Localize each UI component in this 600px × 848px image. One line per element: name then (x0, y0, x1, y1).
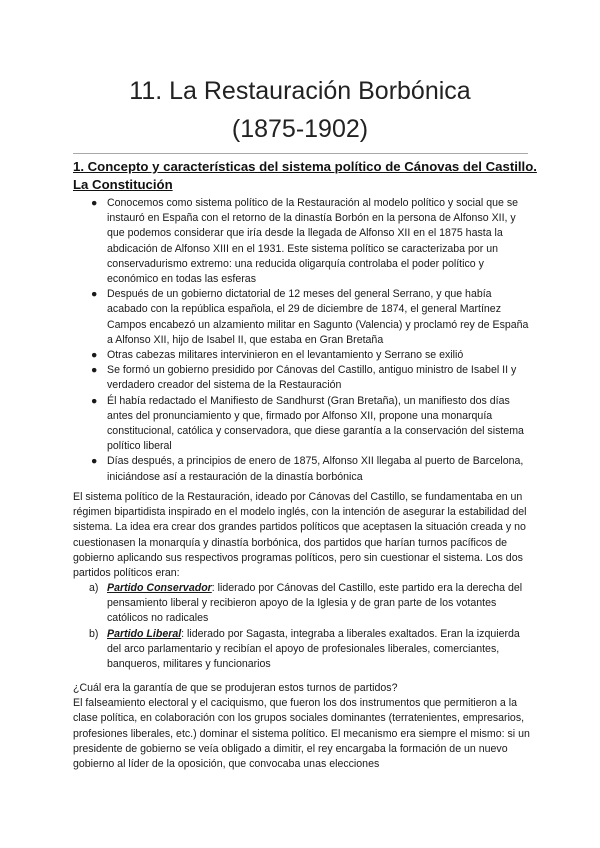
body-paragraph-question (73, 681, 535, 772)
party-item-liberal (73, 627, 535, 673)
horizontal-divider (73, 153, 528, 154)
bullet-list (73, 196, 533, 485)
party-description: : liderado por Cánovas del Castillo, este partido era la derecha del pensamiento liberal y recibieron apoyo de la Iglesia y de gran parte de los votantes católicos no radicales (107, 582, 523, 625)
list-item-text: Otras cabezas militares intervinieron en el levantamiento y Serrano se exilió (107, 349, 464, 362)
parties-list (73, 581, 535, 672)
party-description: : liderado por Sagasta, integraba a liberales exaltados. Eran la izquierda del arco parlamentario y recibían el apoyo de profesionales liberales, comerciantes, banqueros, militares y funcionarios (107, 627, 520, 671)
list-item-text: Él había redactado el Manifiesto de Sandhurst (Gran Bretaña), un manifiesto dos días antes del pronunciamiento y que, firmado por Alfonso XII, propone una monarquía constitucional, católica y conservadora, que diese garantía a la conservación del sistema político liberal (107, 394, 524, 453)
question-line: ¿Cuál era la garantía de que se produjeran estos turnos de partidos? (73, 682, 398, 694)
bullet-icon: ● (91, 349, 98, 362)
bullet-icon: ● (91, 288, 98, 301)
bullet-icon: ● (91, 364, 98, 377)
bullet-icon: ● (91, 455, 98, 468)
list-item (73, 348, 533, 363)
list-item-text: Se formó un gobierno presidido por Cánovas del Castillo, antiguo ministro de Isabel II y verdadero creador del sistema de la Restauración (107, 364, 517, 392)
answer-text: El falseamiento electoral y el caciquismo, que fueron los dos instrumentos que permitieron a la clase política, en colaboración con los grupos sociales dominantes (terratenientes, empresarios, profesiones liberales, etc.) dominar el sistema político. El mecanismo era siempre el mismo: si un presidente de gobierno se veía obligado a dimitir, el rey encargaba la formación de un nuevo gobierno al líder de la oposición, que convocaba unas elecciones (73, 697, 530, 771)
list-item (73, 394, 533, 455)
list-item (73, 287, 533, 348)
list-item-text: Conocemos como sistema político de la Restauración al modelo político y social que se instauró en España con el retorno de la dinastía Borbón en la persona de Alfonso XII, y que podemos considerar que iría desde la llegada de Alfonso XII en el 1875 hasta la abdicación de Alfonso XIII en el 1931. Este sistema político se caracterizaba por un conservadurismo extremo: una reducida oligarquía controlaba el poder político y económico en todas las esferas (107, 197, 519, 286)
party-item-conservador (73, 581, 535, 627)
list-item (73, 454, 533, 484)
list-marker: a) (89, 582, 99, 594)
document-title-line2: (1875-1902) (231, 115, 369, 143)
list-item (73, 196, 533, 287)
bullet-icon: ● (91, 197, 98, 209)
list-item (73, 363, 533, 393)
body-paragraph-bipartidismo: El sistema político de la Restauración, ideado por Cánovas del Castillo, se fundamentaba en un régimen bipartidista inspirado en el modelo inglés, con la intención de asegurar la estabilidad del sistema. La idea era crear dos grandes partidos políticos que aceptasen la situación creada y no cuestionasen la monarquía y dinastía borbónica, dos partidos que harían turnos pacíficos de gobierno aplicando sus respectivos programas políticos, pero sin cuestionar el sistema. Los dos partidos políticos eran: (73, 491, 527, 580)
section-heading: 1. Concepto y características del sistema político de Cánovas del Castillo. La Constitución (73, 159, 537, 192)
bullet-icon: ● (91, 394, 98, 407)
list-item-text: Días después, a principios de enero de 1875, Alfonso XII llegaba al puerto de Barcelona, iniciándose así a restauración de la dinastía borbónica (107, 455, 524, 483)
party-name: Partido Conservador (107, 582, 212, 594)
list-marker: b) (89, 627, 99, 640)
list-item-text: Después de un gobierno dictatorial de 12 meses del general Serrano, y que había acabado con la república española, el 29 de diciembre de 1874, el general Martínez Campos encabezó un alzamiento militar en Sagunto (Valencia) y proclamó rey de España a Alfonso XII, hijo de Isabel II, que estaba en Gran Bretaña (107, 288, 529, 346)
document-title-line1: 11. La Restauración Borbónica (129, 77, 471, 105)
party-name: Partido Liberal (107, 627, 182, 640)
